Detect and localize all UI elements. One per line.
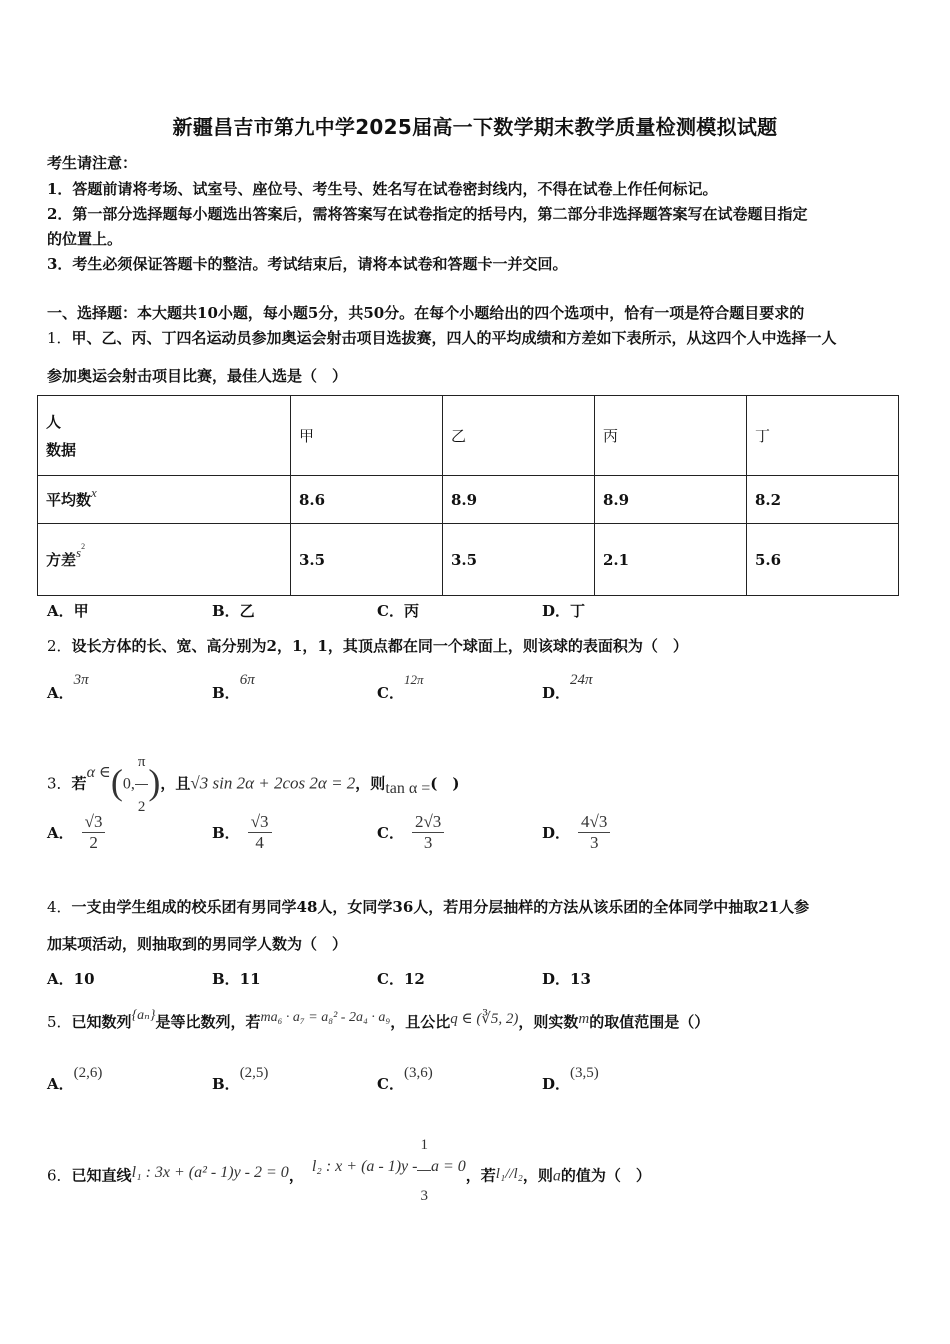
numerator: 4√3 — [578, 812, 610, 833]
corner-bottom: 数据 — [46, 440, 77, 459]
table-cell: 8.9 — [595, 476, 747, 524]
sequence-symbol: {aₙ} — [131, 1008, 156, 1023]
two: 2 — [137, 799, 146, 815]
mean-symbol: x — [91, 485, 97, 500]
question-2-text — [47, 635, 688, 656]
table-cell: 5.6 — [747, 524, 899, 596]
question-text: 的取值范围是（） — [589, 1013, 710, 1031]
question-text: 设长方体的长、宽、高分别为2，1，1，其顶点都在同一个球面上，则该球的表面积为（ ） — [71, 637, 688, 655]
option-d[interactable] — [542, 1065, 599, 1094]
option-b[interactable] — [212, 672, 255, 703]
table-cell: 8.2 — [747, 476, 899, 524]
option-c[interactable] — [377, 812, 444, 853]
question-text: ，若 — [465, 1166, 496, 1185]
question-text: ，则 — [355, 774, 386, 793]
option-value: 3π — [73, 672, 89, 688]
option-value: (3,5) — [570, 1065, 599, 1081]
denominator: 3 — [589, 833, 599, 852]
option-value: (3,6) — [403, 1065, 433, 1081]
numerator: 1 — [417, 1120, 431, 1171]
option-value: 24π — [570, 672, 593, 688]
option-d[interactable]: D．丁 — [542, 602, 586, 620]
option-label: D． — [542, 1075, 571, 1093]
option-value: 12π — [403, 672, 424, 687]
variance-symbol: s — [76, 545, 82, 560]
question-4-text-cont: 加某项活动，则抽取到的男同学人数为（ ） — [47, 935, 348, 953]
variable-m: m — [578, 1011, 590, 1027]
question-text: 甲、乙、丙、丁四名运动员参加奥运会射击项目选拔赛，四人的平均成绩和方差如下表所示，从这四个人中选择一人 — [71, 329, 837, 347]
line-l2: l₂ : x + (a - 1)y - — [311, 1157, 418, 1175]
denominator: 3 — [423, 833, 433, 852]
question-text: 是等比数列，若 — [155, 1013, 261, 1031]
option-fraction — [578, 812, 610, 853]
option-c[interactable]: C．12 — [377, 970, 425, 988]
denominator: 4 — [255, 833, 264, 852]
question-6-text — [47, 1126, 651, 1204]
notice-item: 1．答题前请将考场、试室号、座位号、考生号、姓名写在试卷密封线内，不得在试卷上作任何标记。 — [47, 180, 718, 198]
option-label: A． — [47, 1075, 74, 1093]
denominator: 3 — [420, 1188, 428, 1204]
question-text: ，则实数 — [518, 1013, 579, 1031]
option-d[interactable] — [542, 812, 610, 853]
row-label: 平均数 — [46, 491, 92, 509]
option-fraction — [412, 812, 444, 853]
table-header-cell: 丁 — [747, 396, 899, 476]
tan-alpha: tan α = — [385, 779, 431, 797]
option-label: C． — [377, 824, 404, 842]
question-text: 的值为（ ） — [560, 1166, 651, 1185]
notice-item: 3．考生必须保证答题卡的整洁。考试结束后，请将本试卷和答题卡一并交回。 — [47, 255, 568, 273]
option-label: B． — [212, 684, 240, 702]
option-a[interactable] — [47, 1065, 103, 1094]
option-value: (2,6) — [73, 1065, 103, 1081]
notice-item: 2．第一部分选择题每小题选出答案后，需将答案写在试卷指定的括号内，第二部分非选择题答案写在试卷题目指定 — [47, 205, 808, 223]
table-header-cell: 丙 — [595, 396, 747, 476]
option-a[interactable]: A．甲 — [47, 602, 89, 620]
option-a[interactable] — [47, 672, 89, 703]
question-text: 已知数列 — [71, 1013, 132, 1031]
numerator: √3 — [248, 812, 272, 833]
numerator: √3 — [82, 812, 106, 833]
option-fraction — [248, 812, 272, 853]
score-table — [37, 395, 899, 596]
option-label: B． — [212, 824, 240, 842]
option-label: D． — [542, 684, 571, 702]
question-number: 4． — [47, 898, 72, 916]
row-label-cell — [38, 524, 291, 596]
option-b[interactable]: B．11 — [212, 970, 261, 988]
paren-open-icon: ( — [110, 761, 123, 802]
table-row — [38, 524, 899, 596]
question-number: 1． — [47, 329, 72, 347]
table-header-row — [38, 396, 899, 476]
option-b[interactable]: B．乙 — [212, 602, 255, 620]
numerator: 2√3 — [412, 812, 444, 833]
option-d[interactable] — [542, 672, 593, 703]
corner-top: 人 — [46, 412, 62, 431]
variable-a: a — [552, 1167, 561, 1185]
question-1-text-cont: 参加奥运会射击项目比赛，最佳人选是（ ） — [47, 367, 348, 385]
page-title: 新疆昌吉市第九中学2025届高一下数学期末教学质量检测模拟试题 — [172, 115, 778, 139]
option-label: A． — [47, 824, 74, 842]
table-cell: 2.1 — [595, 524, 747, 596]
question-number: 5． — [47, 1013, 72, 1031]
parallel-condition: l₁//l₂ — [495, 1165, 523, 1182]
table-row — [38, 476, 899, 524]
section-heading: 一、选择题：本大题共10小题，每小题5分，共50分。在每个小题给出的四个选项中，恰有一项是符合题目要求的 — [47, 304, 805, 322]
paren-close-icon: ) — [148, 761, 161, 802]
notice-header: 考生请注意： — [47, 154, 138, 172]
question-number: 2． — [47, 637, 72, 655]
option-label: C． — [377, 684, 404, 702]
equation: 3 sin 2α + 2cos 2α = 2 — [199, 773, 356, 793]
option-b[interactable] — [212, 812, 272, 853]
question-4-text — [47, 896, 809, 917]
row-label-cell — [38, 476, 291, 524]
table-cell: 8.6 — [291, 476, 443, 524]
option-label: B． — [212, 1075, 240, 1093]
sqrt-icon: √ — [190, 773, 200, 793]
question-number: 6． — [47, 1166, 72, 1185]
option-label: A． — [47, 684, 74, 702]
option-d[interactable]: D．13 — [542, 970, 591, 988]
denominator: 2 — [89, 833, 98, 852]
option-c[interactable] — [377, 672, 424, 703]
option-fraction — [82, 812, 106, 853]
question-text: ， — [288, 1166, 304, 1185]
table-corner-cell — [38, 396, 291, 476]
question-5-text — [47, 1004, 709, 1040]
question-text: ，且 — [160, 774, 191, 793]
equation: ma₆ · a₇ = a₈² - 2a₄ · a₉ — [260, 1010, 391, 1025]
question-text: 若 — [71, 774, 87, 793]
option-label: D． — [542, 824, 571, 842]
table-header-cell: 乙 — [443, 396, 595, 476]
table-cell: 8.9 — [443, 476, 595, 524]
alpha-condition: α ∈ — [86, 763, 111, 781]
line-l2-end: a = 0 — [430, 1157, 466, 1175]
question-text: 已知直线 — [71, 1166, 132, 1185]
option-c[interactable] — [377, 1065, 433, 1094]
interval-left: 0, — [122, 775, 135, 793]
answer-paren: ( ) — [430, 774, 460, 793]
table-header-cell: 甲 — [291, 396, 443, 476]
table-cell: 3.5 — [443, 524, 595, 596]
variance-exponent: 2 — [81, 542, 86, 551]
option-a[interactable] — [47, 812, 105, 853]
question-text: ，且公比 — [390, 1013, 451, 1031]
question-number: 3． — [47, 774, 72, 793]
option-a[interactable]: A．10 — [47, 970, 95, 988]
one-third — [417, 1120, 431, 1221]
pi-over-two — [135, 740, 149, 829]
table-cell: 3.5 — [291, 524, 443, 596]
row-label: 方差 — [46, 551, 77, 569]
option-value: 6π — [239, 672, 255, 688]
question-1-text — [47, 327, 837, 348]
question-3-text — [47, 740, 460, 815]
pi: π — [135, 740, 149, 785]
ratio-range: q ∈ (∛5, 2) — [450, 1011, 519, 1027]
option-label: C． — [377, 1075, 404, 1093]
question-text: ，则 — [522, 1166, 553, 1185]
option-c[interactable]: C．丙 — [377, 602, 419, 620]
question-text: 一支由学生组成的校乐团有男同学48人，女同学36人，若用分层抽样的方法从该乐团的全体同学中抽取21人参 — [71, 898, 810, 916]
option-value: (2,5) — [239, 1065, 269, 1081]
line-l1: l₁ : 3x + (a² - 1)y - 2 = 0 — [131, 1163, 289, 1181]
option-b[interactable] — [212, 1065, 269, 1094]
notice-item: 的位置上。 — [47, 230, 123, 248]
